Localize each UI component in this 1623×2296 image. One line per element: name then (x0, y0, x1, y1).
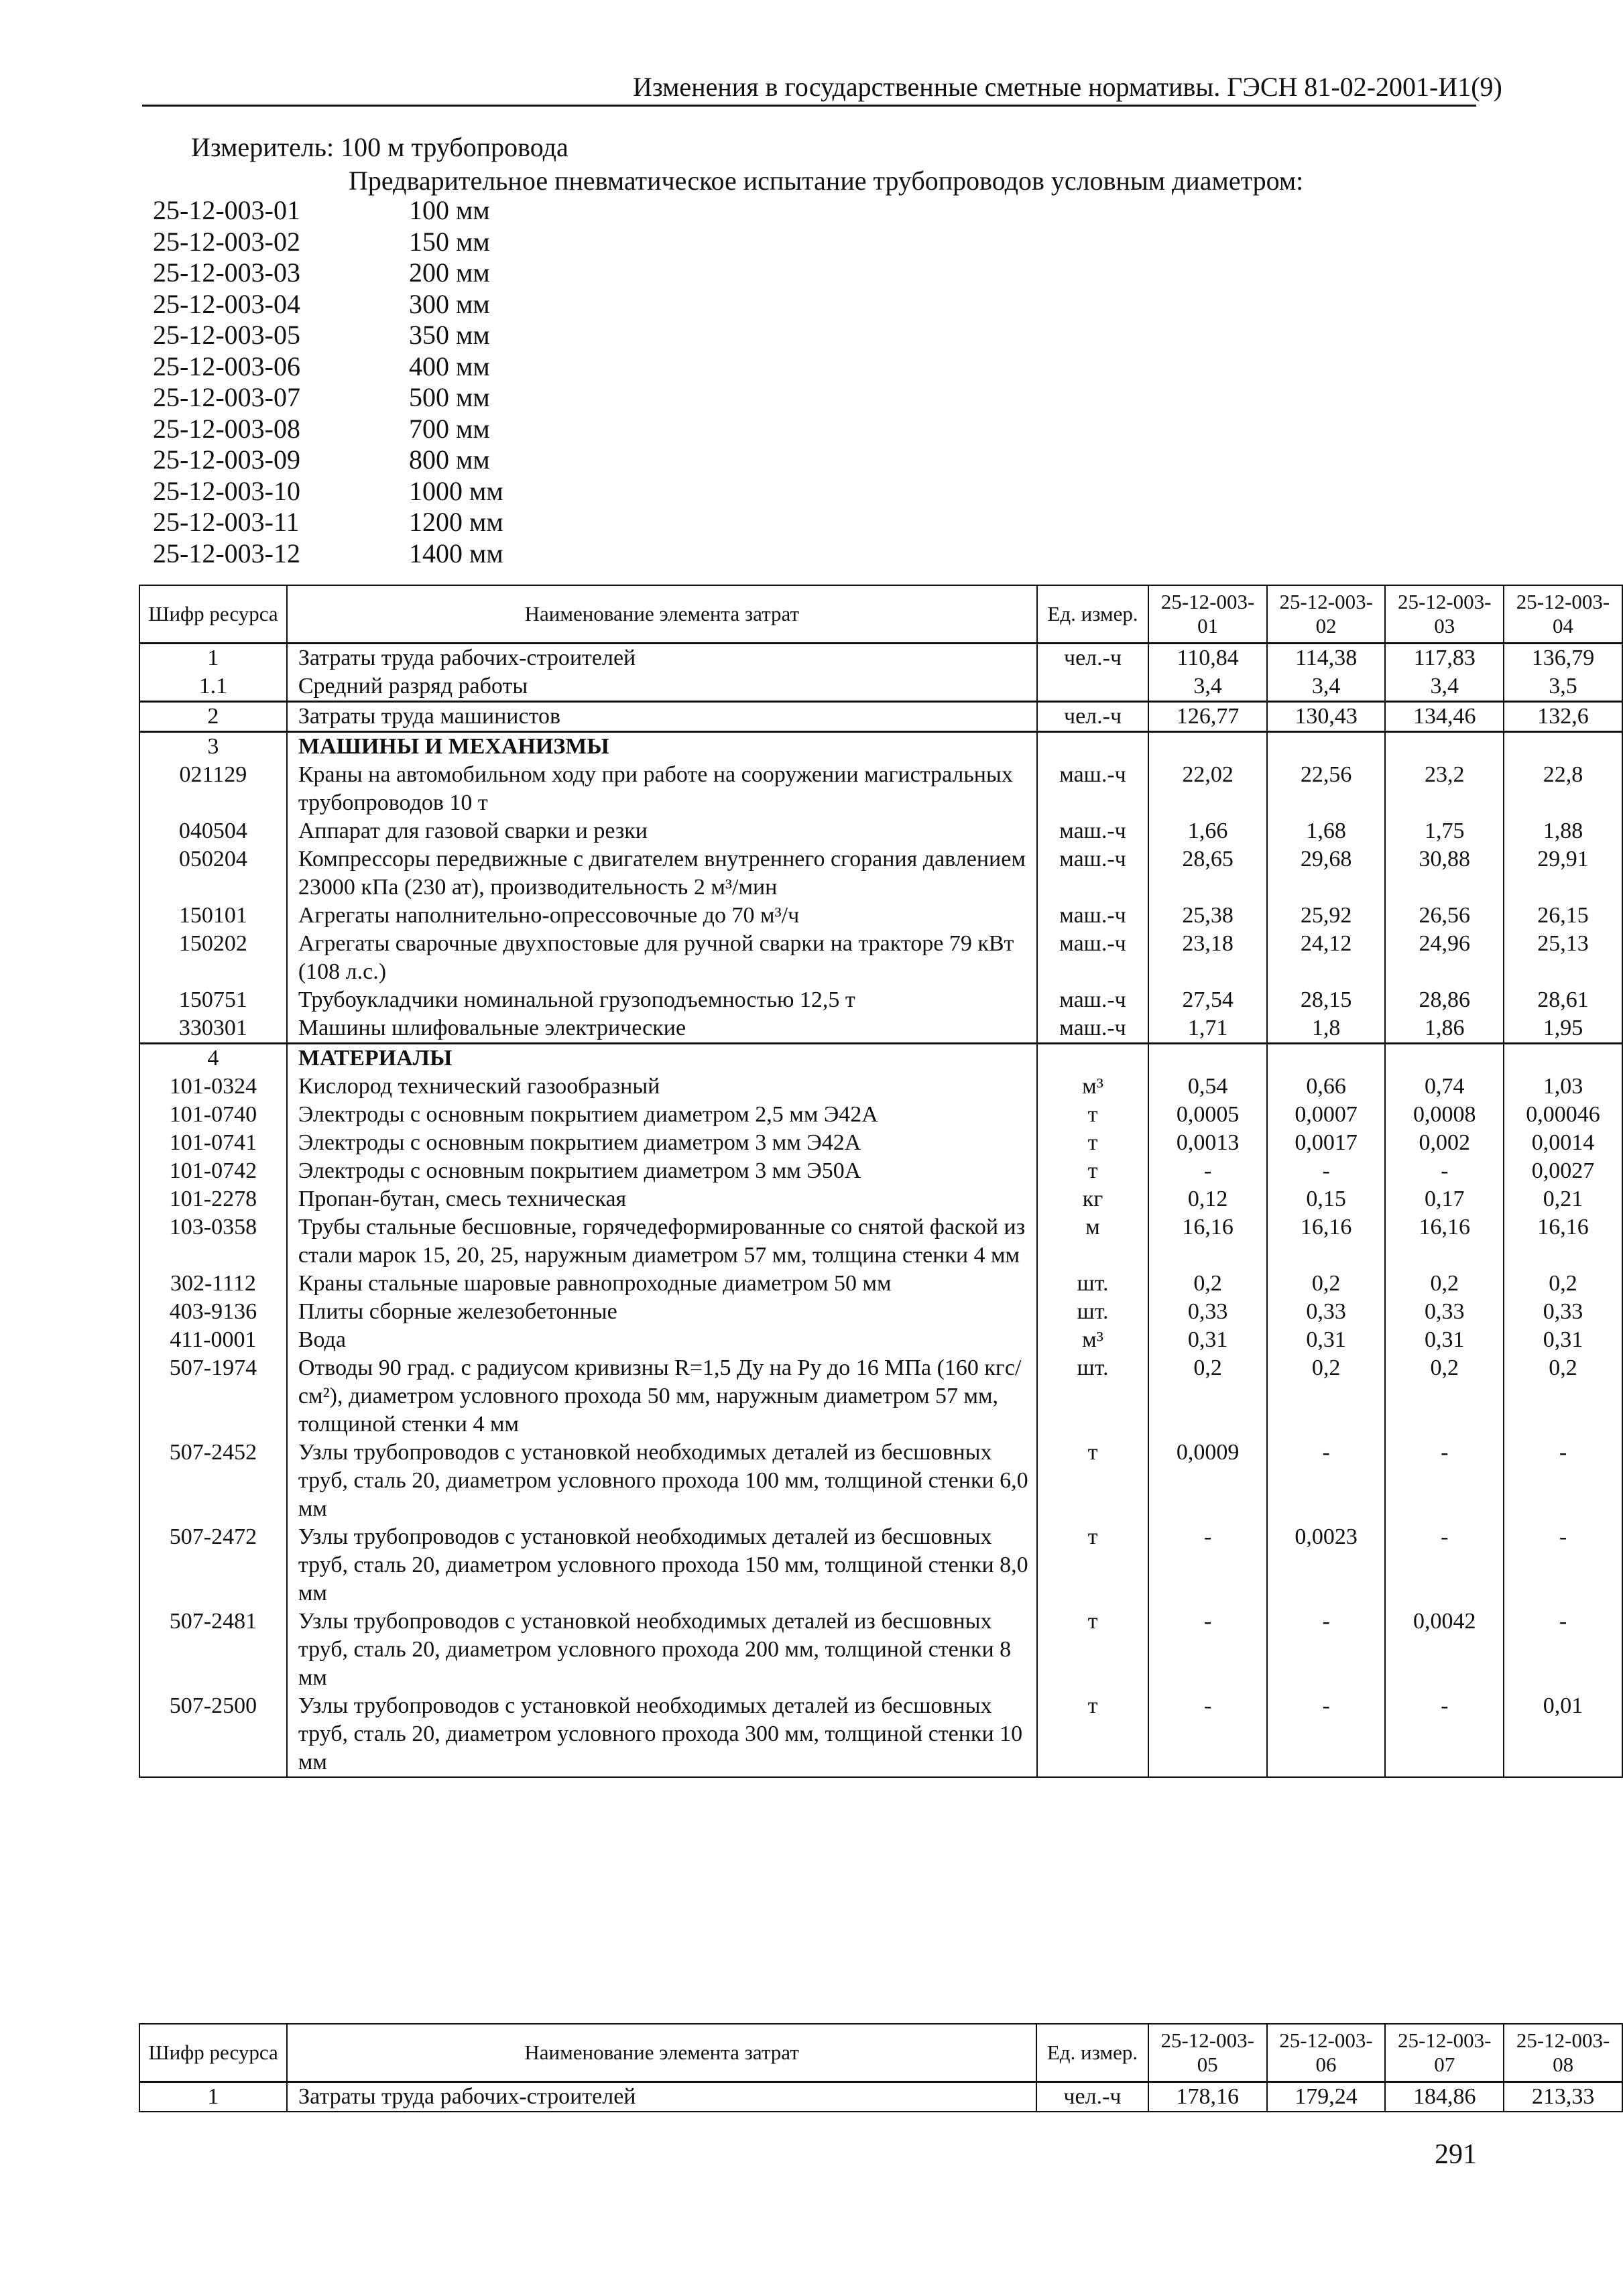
column-header: 25-12-003-05 (1148, 2024, 1267, 2082)
resource-code: 507-2472 (139, 1523, 287, 1608)
unit-of-measure: шт. (1037, 1354, 1149, 1439)
resource-code: 150101 (139, 902, 287, 930)
unit-of-measure (1037, 1044, 1149, 1073)
column-header: Наименование элемента затрат (287, 2024, 1036, 2082)
norm-value: 114,38 (1267, 644, 1386, 673)
code-list-item (153, 444, 756, 475)
column-header: 25-12-003-01 (1148, 585, 1267, 644)
norm-value: 0,0009 (1148, 1439, 1267, 1523)
page-number: 291 (1435, 2139, 1477, 2170)
unit-of-measure: т (1037, 1157, 1149, 1185)
norm-value: 0,2 (1385, 1270, 1504, 1298)
table-row (139, 1213, 1622, 1270)
table-row (139, 1101, 1622, 1129)
table-row (139, 702, 1622, 732)
intro-text: Предварительное пневматическое испытание трубопроводов условным диаметром: (349, 166, 1304, 196)
norm-value (1504, 732, 1622, 762)
norm-value: - (1267, 1692, 1386, 1777)
table-row (139, 1157, 1622, 1185)
norm-value: 0,12 (1148, 1185, 1267, 1213)
code-list-diameter: 300 мм (409, 288, 490, 319)
table-row (139, 732, 1622, 762)
code-list-code: 25-12-003-02 (153, 226, 300, 257)
code-list-diameter: 500 мм (409, 382, 490, 412)
cost-element-name: МАТЕРИАЛЫ (287, 1044, 1037, 1073)
column-header: 25-12-003-08 (1504, 2024, 1622, 2082)
column-header: Наименование элемента затрат (287, 585, 1037, 644)
resource-code: 150202 (139, 930, 287, 986)
resource-code: 507-2452 (139, 1439, 287, 1523)
code-list-code: 25-12-003-01 (153, 195, 300, 225)
cost-element-name: Трубы стальные бесшовные, горячедеформированные со снятой фаской из стали марок 15, 20, 25, наружным диаметром 57 мм, толщина стенки 4 мм (287, 1213, 1037, 1270)
norm-value: 25,38 (1148, 902, 1267, 930)
cost-element-name: Компрессоры передвижные с двигателем внутреннего сгорания давлением 23000 кПа (230 ат), производительность 2 м³/мин (287, 845, 1037, 902)
unit-of-measure: маш.-ч (1037, 930, 1149, 986)
resource-code: 330301 (139, 1014, 287, 1044)
code-list-code: 25-12-003-03 (153, 257, 300, 288)
norm-value: - (1504, 1608, 1622, 1692)
cost-element-name: Узлы трубопроводов с установкой необходимых деталей из бесшовных труб, сталь 20, диаметром условного прохода 300 мм, толщиной стенки 10 мм (287, 1692, 1037, 1777)
norm-value: 1,68 (1267, 817, 1386, 845)
norm-value: 134,46 (1385, 702, 1504, 732)
norm-value: 1,86 (1385, 1014, 1504, 1044)
norm-value (1267, 1044, 1386, 1073)
unit-of-measure: м³ (1037, 1326, 1149, 1354)
table-row (139, 930, 1622, 986)
norm-value: 0,0007 (1267, 1101, 1386, 1129)
code-list-diameter: 800 мм (409, 444, 490, 475)
cost-element-name: Аппарат для газовой сварки и резки (287, 817, 1037, 845)
cost-element-name: Электроды с основным покрытием диаметром 3 мм Э50А (287, 1157, 1037, 1185)
norm-value (1385, 732, 1504, 762)
norm-value: 16,16 (1385, 1213, 1504, 1270)
code-list-code: 25-12-003-09 (153, 444, 300, 475)
resource-code: 1.1 (139, 672, 287, 702)
unit-of-measure: чел.-ч (1037, 702, 1149, 732)
norm-value: 3,5 (1504, 672, 1622, 702)
norm-value: 0,2 (1148, 1354, 1267, 1439)
norm-value: 0,33 (1504, 1298, 1622, 1326)
norm-value (1267, 732, 1386, 762)
norm-value: 1,8 (1267, 1014, 1386, 1044)
norm-value: 16,16 (1504, 1213, 1622, 1270)
norm-value: - (1148, 1692, 1267, 1777)
column-header: 25-12-003-04 (1504, 585, 1622, 644)
norm-value: 0,2 (1385, 1354, 1504, 1439)
table-row (139, 1298, 1622, 1326)
table-row (139, 1326, 1622, 1354)
code-list-diameter: 1200 мм (409, 507, 503, 537)
column-header: 25-12-003-06 (1267, 2024, 1386, 2082)
cost-element-name: Средний разряд работы (287, 672, 1037, 702)
norm-value: 16,16 (1267, 1213, 1386, 1270)
unit-of-measure: м³ (1037, 1073, 1149, 1101)
resource-code: 101-0324 (139, 1073, 287, 1101)
cost-element-name: Затраты труда рабочих-строителей (287, 2082, 1036, 2112)
unit-of-measure: т (1037, 1523, 1149, 1608)
norm-value: - (1385, 1157, 1504, 1185)
resource-code: 101-0742 (139, 1157, 287, 1185)
code-list-item (153, 538, 756, 569)
header-rule (142, 105, 1476, 107)
norm-value: 22,02 (1148, 761, 1267, 817)
norm-value: - (1148, 1608, 1267, 1692)
norm-value: 0,2 (1504, 1354, 1622, 1439)
cost-element-name: Отводы 90 град. с радиусом кривизны R=1,5 Ду на Ру до 16 МПа (160 кгс/см²), диаметром условного прохода 50 мм, наружным диаметром 57 мм, толщиной стенки 4 мм (287, 1354, 1037, 1439)
cost-element-name: Плиты сборные железобетонные (287, 1298, 1037, 1326)
cost-element-name: МАШИНЫ И МЕХАНИЗМЫ (287, 732, 1037, 762)
norm-value: 26,56 (1385, 902, 1504, 930)
norm-value: 0,0042 (1385, 1608, 1504, 1692)
unit-of-measure: т (1037, 1608, 1149, 1692)
code-list-item (153, 319, 756, 351)
norm-table-main (139, 585, 1623, 1778)
norm-value (1504, 1044, 1622, 1073)
norm-value: 16,16 (1148, 1213, 1267, 1270)
code-list-code: 25-12-003-12 (153, 538, 300, 568)
norm-value: 178,16 (1148, 2082, 1267, 2112)
norm-value: 136,79 (1504, 644, 1622, 673)
table-row (139, 1270, 1622, 1298)
norm-value: 0,2 (1148, 1270, 1267, 1298)
resource-code: 1 (139, 644, 287, 673)
norm-value: 126,77 (1148, 702, 1267, 732)
unit-of-measure (1037, 672, 1149, 702)
unit-of-measure: маш.-ч (1037, 817, 1149, 845)
norm-value: 23,18 (1148, 930, 1267, 986)
norm-table-continuation (139, 2023, 1623, 2112)
norm-value: 25,92 (1267, 902, 1386, 930)
norm-value: 0,31 (1504, 1326, 1622, 1354)
norm-value: 1,03 (1504, 1073, 1622, 1101)
table-row (139, 1692, 1622, 1777)
unit-of-measure: т (1037, 1129, 1149, 1157)
norm-value: 132,6 (1504, 702, 1622, 732)
code-list-diameter: 400 мм (409, 351, 490, 381)
resource-code: 040504 (139, 817, 287, 845)
norm-value: 22,8 (1504, 761, 1622, 817)
norm-value: 0,2 (1504, 1270, 1622, 1298)
column-header: 25-12-003-03 (1385, 585, 1504, 644)
code-list-diameter: 100 мм (409, 195, 490, 225)
cost-element-name: Машины шлифовальные электрические (287, 1014, 1037, 1044)
code-list-item (153, 257, 756, 288)
norm-value (1148, 732, 1267, 762)
norm-value: 28,61 (1504, 986, 1622, 1014)
cost-element-name: Затраты труда рабочих-строителей (287, 644, 1037, 673)
running-header: Изменения в государственные сметные нормативы. ГЭСН 81-02-2001-И1(9) (633, 72, 1502, 102)
norm-value: 24,96 (1385, 930, 1504, 986)
resource-code: 3 (139, 732, 287, 762)
norm-value: 29,91 (1504, 845, 1622, 902)
code-list-diameter: 150 мм (409, 226, 490, 257)
resource-code: 021129 (139, 761, 287, 817)
norm-value: 0,0023 (1267, 1523, 1386, 1608)
table-row (139, 2082, 1622, 2112)
code-list-code: 25-12-003-11 (153, 507, 300, 537)
unit-of-measure (1037, 732, 1149, 762)
table-row (139, 1044, 1622, 1073)
code-list-item (153, 413, 756, 444)
table-row (139, 986, 1622, 1014)
cost-element-name: Краны стальные шаровые равнопроходные диаметром 50 мм (287, 1270, 1037, 1298)
table-row (139, 644, 1622, 673)
norm-value: 0,31 (1267, 1326, 1386, 1354)
norm-value: 0,2 (1267, 1270, 1386, 1298)
norm-value: 0,33 (1148, 1298, 1267, 1326)
unit-of-measure: т (1037, 1439, 1149, 1523)
norm-value: 0,17 (1385, 1185, 1504, 1213)
table-header-row (139, 585, 1622, 644)
cost-element-name: Затраты труда машинистов (287, 702, 1037, 732)
code-list-item (153, 226, 756, 257)
table-row (139, 845, 1622, 902)
table-row (139, 902, 1622, 930)
table-row (139, 1185, 1622, 1213)
resource-code: 150751 (139, 986, 287, 1014)
table-row (139, 1073, 1622, 1101)
unit-of-measure: маш.-ч (1037, 902, 1149, 930)
unit-of-measure: маш.-ч (1037, 1014, 1149, 1044)
code-list-diameter: 1000 мм (409, 475, 503, 506)
resource-code: 302-1112 (139, 1270, 287, 1298)
measure-unit: Измеритель: 100 м трубопровода (191, 132, 568, 162)
table-row (139, 1014, 1622, 1044)
norm-value: 184,86 (1385, 2082, 1504, 2112)
table-row (139, 1523, 1622, 1608)
norm-value: 25,13 (1504, 930, 1622, 986)
norm-value: 3,4 (1385, 672, 1504, 702)
norm-value: 0,0017 (1267, 1129, 1386, 1157)
norm-value: - (1267, 1608, 1386, 1692)
norm-value: 0,002 (1385, 1129, 1504, 1157)
norm-value: 0,00046 (1504, 1101, 1622, 1129)
norm-value: 29,68 (1267, 845, 1386, 902)
norm-value: 3,4 (1148, 672, 1267, 702)
norm-value: 0,74 (1385, 1073, 1504, 1101)
cost-element-name: Узлы трубопроводов с установкой необходимых деталей из бесшовных труб, сталь 20, диаметром условного прохода 150 мм, толщиной стенки 8,0 мм (287, 1523, 1037, 1608)
code-list-item (153, 288, 756, 320)
norm-value: 213,33 (1504, 2082, 1622, 2112)
norm-value: - (1267, 1157, 1386, 1185)
unit-of-measure: т (1037, 1101, 1149, 1129)
cost-element-name: Трубоукладчики номинальной грузоподъемностью 12,5 т (287, 986, 1037, 1014)
resource-code: 4 (139, 1044, 287, 1073)
table-header-row (139, 2024, 1622, 2082)
norm-value: 0,54 (1148, 1073, 1267, 1101)
unit-of-measure: т (1037, 1692, 1149, 1777)
norm-value: 0,15 (1267, 1185, 1386, 1213)
norm-value: 0,66 (1267, 1073, 1386, 1101)
norm-value: 0,31 (1385, 1326, 1504, 1354)
table-row (139, 817, 1622, 845)
norm-value: 1,66 (1148, 817, 1267, 845)
code-list-item (153, 381, 756, 413)
unit-of-measure: маш.-ч (1037, 761, 1149, 817)
cost-element-name: Агрегаты сварочные двухпостовые для ручной сварки на тракторе 79 кВт (108 л.с.) (287, 930, 1037, 986)
resource-code: 101-0741 (139, 1129, 287, 1157)
code-list-diameter: 1400 мм (409, 538, 503, 568)
norm-value: 28,86 (1385, 986, 1504, 1014)
code-list-item (153, 351, 756, 382)
norm-value: 0,33 (1267, 1298, 1386, 1326)
table-row (139, 1439, 1622, 1523)
norm-value: 130,43 (1267, 702, 1386, 732)
unit-of-measure: кг (1037, 1185, 1149, 1213)
norm-value: 26,15 (1504, 902, 1622, 930)
table-row (139, 1129, 1622, 1157)
norm-value: 3,4 (1267, 672, 1386, 702)
code-list-item (153, 194, 756, 226)
norm-value: 0,0014 (1504, 1129, 1622, 1157)
code-list-diameter: 200 мм (409, 257, 490, 288)
norm-value: 28,65 (1148, 845, 1267, 902)
code-list-diameter: 350 мм (409, 320, 490, 350)
resource-code: 403-9136 (139, 1298, 287, 1326)
norm-value: 1,71 (1148, 1014, 1267, 1044)
norm-value: 0,2 (1267, 1354, 1386, 1439)
norm-value: - (1504, 1523, 1622, 1608)
cost-element-name: Пропан-бутан, смесь техническая (287, 1185, 1037, 1213)
norm-value: - (1385, 1523, 1504, 1608)
column-header: Ед. измер. (1037, 585, 1149, 644)
unit-of-measure: чел.-ч (1036, 2082, 1148, 2112)
norm-value: 0,33 (1385, 1298, 1504, 1326)
norm-value: 0,01 (1504, 1692, 1622, 1777)
norm-value: 117,83 (1385, 644, 1504, 673)
norm-value: 0,0008 (1385, 1101, 1504, 1129)
norm-value: 30,88 (1385, 845, 1504, 902)
table-row (139, 1354, 1622, 1439)
unit-of-measure: маш.-ч (1037, 845, 1149, 902)
norm-value: 23,2 (1385, 761, 1504, 817)
code-list-item (153, 506, 756, 538)
norm-value: 0,0005 (1148, 1101, 1267, 1129)
code-list-code: 25-12-003-10 (153, 475, 300, 506)
norm-value: - (1148, 1157, 1267, 1185)
unit-of-measure: шт. (1037, 1270, 1149, 1298)
unit-of-measure: маш.-ч (1037, 986, 1149, 1014)
norm-value: - (1385, 1439, 1504, 1523)
norm-value: 1,88 (1504, 817, 1622, 845)
norm-value: - (1148, 1523, 1267, 1608)
cost-element-name: Краны на автомобильном ходу при работе на сооружении магистральных трубопроводов 10 т (287, 761, 1037, 817)
resource-code: 101-0740 (139, 1101, 287, 1129)
resource-code: 050204 (139, 845, 287, 902)
table-row (139, 1608, 1622, 1692)
norm-value: 179,24 (1267, 2082, 1386, 2112)
norm-value: - (1385, 1692, 1504, 1777)
resource-code: 101-2278 (139, 1185, 287, 1213)
table-row (139, 761, 1622, 817)
cost-element-name: Узлы трубопроводов с установкой необходимых деталей из бесшовных труб, сталь 20, диаметром условного прохода 200 мм, толщиной стенки 8 мм (287, 1608, 1037, 1692)
norm-value: 0,31 (1148, 1326, 1267, 1354)
norm-value: - (1267, 1439, 1386, 1523)
resource-code: 507-1974 (139, 1354, 287, 1439)
norm-value: 0,0013 (1148, 1129, 1267, 1157)
code-list-diameter: 700 мм (409, 413, 490, 444)
norm-value: - (1504, 1439, 1622, 1523)
code-list-code: 25-12-003-08 (153, 413, 300, 444)
code-list (153, 194, 756, 568)
unit-of-measure: м (1037, 1213, 1149, 1270)
norm-value: 27,54 (1148, 986, 1267, 1014)
norm-value: 1,75 (1385, 817, 1504, 845)
resource-code: 507-2500 (139, 1692, 287, 1777)
code-list-item (153, 475, 756, 507)
norm-value: 0,21 (1504, 1185, 1622, 1213)
column-header: 25-12-003-02 (1267, 585, 1386, 644)
unit-of-measure: шт. (1037, 1298, 1149, 1326)
code-list-code: 25-12-003-04 (153, 288, 300, 319)
resource-code: 1 (139, 2082, 287, 2112)
resource-code: 411-0001 (139, 1326, 287, 1354)
column-header: 25-12-003-07 (1385, 2024, 1504, 2082)
norm-value: 110,84 (1148, 644, 1267, 673)
column-header: Шифр ресурса (139, 585, 287, 644)
resource-code: 507-2481 (139, 1608, 287, 1692)
code-list-code: 25-12-003-06 (153, 351, 300, 381)
norm-value: 28,15 (1267, 986, 1386, 1014)
resource-code: 2 (139, 702, 287, 732)
cost-element-name: Агрегаты наполнительно-опрессовочные до 70 м³/ч (287, 902, 1037, 930)
cost-element-name: Узлы трубопроводов с установкой необходимых деталей из бесшовных труб, сталь 20, диаметром условного прохода 100 мм, толщиной стенки 6,0 мм (287, 1439, 1037, 1523)
code-list-code: 25-12-003-05 (153, 320, 300, 350)
norm-value: 0,0027 (1504, 1157, 1622, 1185)
resource-code: 103-0358 (139, 1213, 287, 1270)
code-list-code: 25-12-003-07 (153, 382, 300, 412)
column-header: Шифр ресурса (139, 2024, 287, 2082)
table-row (139, 672, 1622, 702)
norm-value (1148, 1044, 1267, 1073)
cost-element-name: Вода (287, 1326, 1037, 1354)
column-header: Ед. измер. (1036, 2024, 1148, 2082)
cost-element-name: Электроды с основным покрытием диаметром 3 мм Э42А (287, 1129, 1037, 1157)
norm-value: 1,95 (1504, 1014, 1622, 1044)
norm-value (1385, 1044, 1504, 1073)
unit-of-measure: чел.-ч (1037, 644, 1149, 673)
norm-value: 22,56 (1267, 761, 1386, 817)
norm-value: 24,12 (1267, 930, 1386, 986)
cost-element-name: Электроды с основным покрытием диаметром 2,5 мм Э42А (287, 1101, 1037, 1129)
cost-element-name: Кислород технический газообразный (287, 1073, 1037, 1101)
